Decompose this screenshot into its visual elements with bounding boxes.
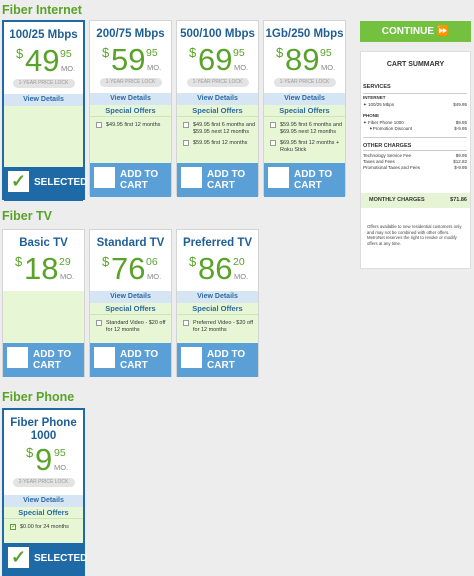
internet-heading: INTERNET [363,95,386,100]
monthly-charges: MONTHLY CHARGES $71.86 [361,193,470,208]
section-title-tv: Fiber TV [2,209,53,223]
offer-checkbox[interactable]: ✓ [11,524,17,530]
view-details-link[interactable]: View Details [4,94,83,106]
plan-name: 200/75 Mbps [96,28,165,40]
special-offers-title: Special Offers [177,303,258,315]
special-offers-panel [4,507,83,543]
checkbox-icon [181,347,202,368]
special-offers-title: Special Offers [264,105,345,117]
price-lock-badge: 1-YEAR PRICE LOCK [274,78,336,87]
plan-name: Preferred TV [182,237,253,249]
view-details-link[interactable]: View Details [4,495,83,507]
special-offers-panel [177,303,258,343]
plan-name: 100/25 Mbps [9,29,78,41]
plan-price: $ 89 95 MO. [276,42,336,77]
other-charge-line: Technology Service Fee $9.95 [363,153,467,158]
offer-option[interactable]: $59.95 first 12 months [177,140,258,147]
phone-discount-line: ✦Promotion Discount $-9.95 [369,126,467,131]
checkbox-icon [7,347,28,368]
offer-checkbox[interactable] [270,140,276,146]
double-arrow-icon: ⏩ [436,26,450,37]
plan-name: Fiber Phone 1000 [10,417,77,442]
plan-name: 500/100 Mbps [180,28,255,40]
offers-area [4,106,83,167]
price-lock-badge: 1-YEAR PRICE LOCK [13,79,75,88]
cart-summary [360,51,471,269]
other-charges-heading: OTHER CHARGES [363,143,412,149]
checkbox-icon [268,167,289,188]
other-charge-line: Promotional Taxes and Fees $-9.95 [363,165,467,170]
continue-button[interactable]: CONTINUE ⏩ [360,21,471,42]
checkbox-icon [94,167,115,188]
plan-price: $ 86 20 MO. [189,251,249,286]
special-offers-title: Special Offers [90,105,171,117]
offer-checkbox[interactable] [96,320,102,326]
check-icon: ✓ [8,547,29,568]
plan-price: $ 49 95 MO. [16,43,76,78]
plan-price: $ 18 29 MO. [15,251,75,286]
view-details-link[interactable]: View Details [177,93,258,105]
special-offers-title: Special Offers [90,303,171,315]
special-offers-panel [264,105,345,163]
selected-button[interactable]: ✓ SELECTED [4,167,83,201]
offer-checkbox[interactable] [183,140,189,146]
offer-option[interactable]: Preferred Video - $20 off for 12 months [177,320,258,333]
special-offers-panel [90,105,171,163]
plan-card-tv-standard[interactable] [89,229,172,377]
plan-card-internet-500[interactable] [176,20,259,196]
offers-area [3,291,84,343]
plan-card-tv-preferred[interactable] [176,229,259,377]
check-icon: ✓ [8,171,29,192]
view-details-link[interactable]: View Details [264,93,345,105]
special-offers-title: Special Offers [177,105,258,117]
add-to-cart-button[interactable]: ADD TO CART [90,343,171,377]
offer-checkbox[interactable] [96,122,102,128]
offer-option[interactable]: $69.95 first 12 months + Roku Stick [264,140,345,153]
plan-price: $ 76 06 MO. [102,251,162,286]
section-title-internet: Fiber Internet [2,3,82,17]
phone-line: ✦ Fiber Phone 1000 $9.95 [363,120,467,125]
price-lock-badge: 1-YEAR PRICE LOCK [100,78,162,87]
section-title-phone: Fiber Phone [2,390,75,404]
offer-option[interactable]: $49.95 first 6 months and $59.95 next 12 months [177,122,258,135]
plan-card-internet-100[interactable] [2,20,88,200]
plan-card-internet-1gb[interactable] [263,20,346,196]
offers-disclaimer: Offers available to new residential customers only and may not be combined with other offers. MetroNet reserves the right to revoke or modify offers at any time. [367,224,462,246]
plan-card-internet-200[interactable] [89,20,172,196]
services-heading: SERVICES [363,84,391,90]
plan-name: 1Gb/250 Mbps [265,28,344,40]
special-offers-panel [90,303,171,343]
view-details-link[interactable]: View Details [90,291,171,303]
add-to-cart-button[interactable]: ADD TO CART [177,163,258,197]
phone-heading: PHONE [363,113,380,118]
plan-name: Basic TV [19,237,68,249]
offer-option[interactable]: ✓ $0.00 for 24 months [11,524,69,530]
other-charge-line: Taxes and Fees $12.82 [363,159,467,164]
offer-option[interactable]: $49.95 first 12 months [90,122,171,129]
offer-option[interactable]: Standard Video - $20 off for 12 months [90,320,171,333]
price-lock-badge: 1-YEAR PRICE LOCK [187,78,249,87]
offer-checkbox[interactable] [183,122,189,128]
plan-price: $ 9 95 MO. [26,442,69,477]
checkbox-icon [181,167,202,188]
offer-checkbox[interactable] [270,122,276,128]
plan-card-phone-1000[interactable] [2,408,88,576]
plan-price: $ 59 95 MO. [102,42,162,77]
cart-summary-title: CART SUMMARY [386,61,445,68]
plan-name: Standard TV [96,237,165,249]
checkbox-icon [94,347,115,368]
selected-button[interactable]: ✓ SELECTED [4,543,83,576]
add-to-cart-button[interactable]: ADD TO CART [177,343,258,377]
price-lock-badge: 2-YEAR PRICE LOCK [13,478,75,487]
plan-price: $ 69 95 MO. [189,42,249,77]
view-details-link[interactable]: View Details [90,93,171,105]
special-offers-panel [177,105,258,163]
add-to-cart-button[interactable]: ADD TO CART [90,163,171,197]
add-to-cart-button[interactable]: ADD TO CART [264,163,345,197]
view-details-link[interactable]: View Details [177,291,258,303]
special-offers-title: Special Offers [4,507,83,519]
offer-option[interactable]: $59.95 first 6 months and $69.95 next 12 months [264,122,345,135]
internet-line: ✦ 100/25 Mbps $49.95 [363,102,467,107]
offer-checkbox[interactable] [183,320,189,326]
add-to-cart-button[interactable]: ADD TO CART [3,343,84,377]
plan-card-tv-basic[interactable] [2,229,85,377]
